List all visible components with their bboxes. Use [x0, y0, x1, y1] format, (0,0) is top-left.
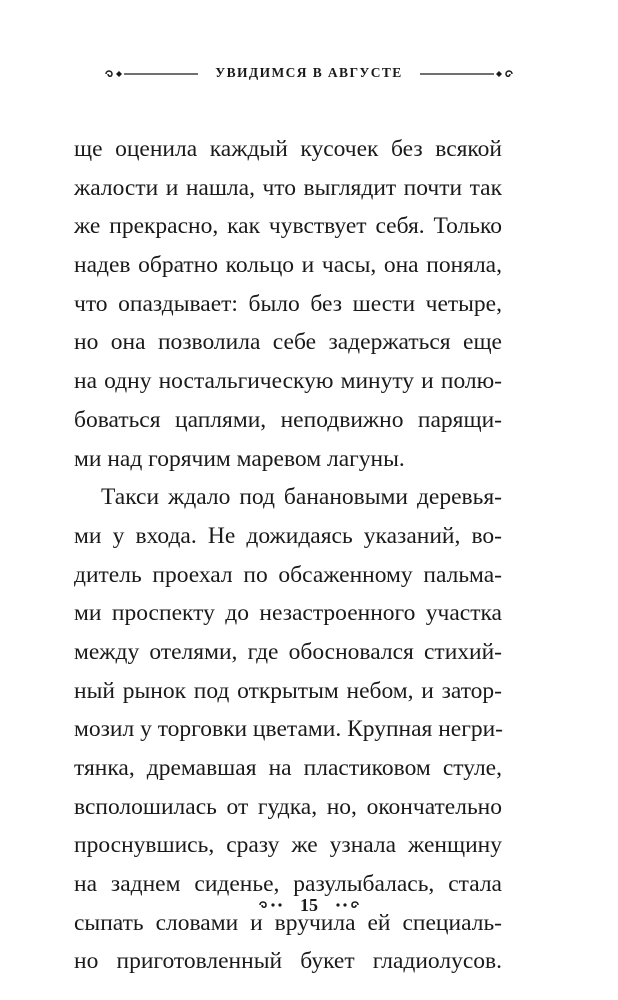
header-ornament-right-icon [418, 67, 514, 81]
text-line: что опаздывает: было без шести четыре, [74, 290, 502, 317]
paragraph-1 [74, 130, 502, 478]
text-line: ный рынок под открытым небом, и затор- [74, 677, 502, 704]
text-line: между отелями, где обосновался стихий- [74, 638, 502, 665]
text-line: ще оценила каждый кусочек без всякой [74, 136, 502, 162]
text-line: ми над горячим маревом лагуны. [74, 445, 405, 472]
text-line: боваться цаплями, неподвижно парящи- [74, 406, 502, 433]
text-line: сыпать словами и вручила ей специаль- [74, 909, 502, 936]
text-line: на заднем сиденье, разулыбалась, стала [74, 871, 502, 898]
text-line: проснувшись, сразу же узнала женщину [74, 832, 502, 859]
footer-ornament-left-icon [256, 899, 292, 911]
page-footer [0, 892, 618, 918]
text-line: жалости и нашла, что выглядит почти так [74, 174, 502, 201]
text-line: Такси ждало под банановыми деревья- [101, 484, 502, 511]
text-line: всполошилась от гудка, но, окончательно [74, 793, 502, 820]
text-line: но приготовленный букет гладиолусов. [74, 948, 502, 975]
text-line: на одну ностальгическую минуту и полю- [74, 368, 502, 395]
text-line: ми у входа. Не дожидаясь указаний, во- [74, 522, 502, 549]
text-line: дитель проехал по обсаженному пальма- [74, 561, 502, 588]
running-header [0, 62, 618, 88]
text-line: надев обратно кольцо и часы, она поняла, [74, 252, 502, 279]
footer-ornament-right-icon [326, 899, 362, 911]
body-text [74, 130, 502, 981]
text-line: но она позволила себе задержаться еще [74, 329, 502, 356]
text-line: же прекрасно, как чувствует себя. Только [74, 213, 502, 240]
text-line: ми проспекту до незастроенного участка [74, 600, 502, 627]
page-number: 15 [300, 895, 318, 915]
text-line: мозил у торговки цветами. Крупная негри- [74, 716, 504, 743]
text-line: тянка, дремавшая на пластиковом стуле, [74, 755, 502, 781]
running-header-title: УВИДИМСЯ В АВГУСТЕ [215, 65, 403, 80]
